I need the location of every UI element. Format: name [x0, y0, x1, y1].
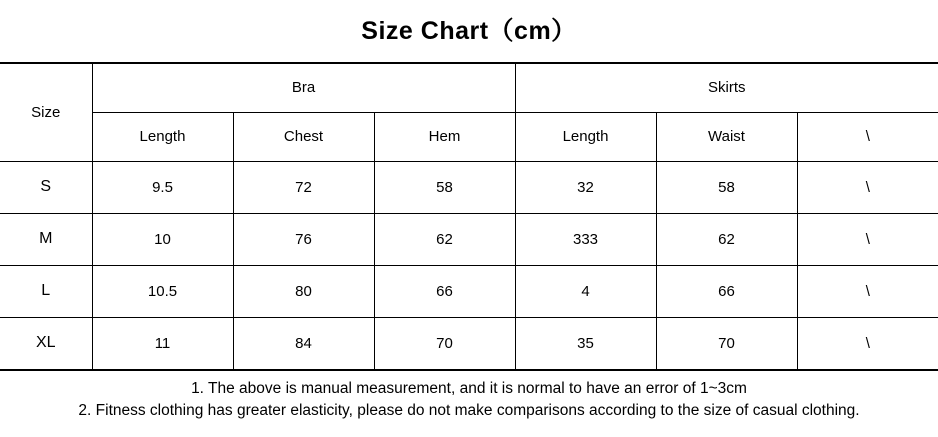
page-title: Size Chart（cm） — [361, 17, 577, 45]
table-row — [0, 265, 938, 317]
cell-bra-length: 10.5 — [92, 265, 233, 317]
cell-skirts-length: 32 — [515, 161, 656, 213]
cell-skirts-length: 35 — [515, 317, 656, 370]
notes-section — [0, 371, 938, 423]
column-header-skirts-blank: \ — [797, 112, 938, 161]
cell-skirts-blank: \ — [797, 317, 938, 370]
cell-skirts-blank: \ — [797, 213, 938, 265]
column-header-skirts-waist: Waist — [656, 112, 797, 161]
cell-size: L — [0, 265, 92, 317]
cell-bra-length: 10 — [92, 213, 233, 265]
cell-bra-chest: 80 — [233, 265, 374, 317]
column-header-skirts-length: Length — [515, 112, 656, 161]
cell-bra-length: 11 — [92, 317, 233, 370]
cell-skirts-length: 333 — [515, 213, 656, 265]
cell-skirts-waist: 62 — [656, 213, 797, 265]
cell-bra-hem: 70 — [374, 317, 515, 370]
cell-size: S — [0, 161, 92, 213]
table-body — [0, 161, 938, 370]
cell-skirts-waist: 58 — [656, 161, 797, 213]
table-subheader-row — [0, 112, 938, 161]
cell-bra-length: 9.5 — [92, 161, 233, 213]
cell-bra-hem: 58 — [374, 161, 515, 213]
table-group-header-row — [0, 63, 938, 113]
table-row — [0, 213, 938, 265]
column-header-size: Size — [0, 63, 92, 162]
column-header-bra-length: Length — [92, 112, 233, 161]
note-measurement-error: 1. The above is manual measurement, and it is normal to have an error of 1~3cm — [191, 379, 747, 397]
column-group-header-bra: Bra — [92, 63, 515, 113]
column-header-bra-hem: Hem — [374, 112, 515, 161]
cell-skirts-length: 4 — [515, 265, 656, 317]
cell-bra-chest: 84 — [233, 317, 374, 370]
cell-bra-hem: 62 — [374, 213, 515, 265]
cell-skirts-blank: \ — [797, 161, 938, 213]
size-chart-table — [0, 62, 938, 371]
cell-bra-chest: 76 — [233, 213, 374, 265]
cell-skirts-waist: 70 — [656, 317, 797, 370]
cell-bra-chest: 72 — [233, 161, 374, 213]
column-header-bra-chest: Chest — [233, 112, 374, 161]
table-row — [0, 161, 938, 213]
table-header — [0, 63, 938, 162]
cell-size: XL — [0, 317, 92, 370]
cell-skirts-waist: 66 — [656, 265, 797, 317]
cell-size: M — [0, 213, 92, 265]
note-elasticity: 2. Fitness clothing has greater elasticity, please do not make comparisons according to the size of casual clothing. — [78, 401, 860, 419]
cell-bra-hem: 66 — [374, 265, 515, 317]
column-group-header-skirts: Skirts — [515, 63, 938, 113]
cell-skirts-blank: \ — [797, 265, 938, 317]
table-row — [0, 317, 938, 370]
